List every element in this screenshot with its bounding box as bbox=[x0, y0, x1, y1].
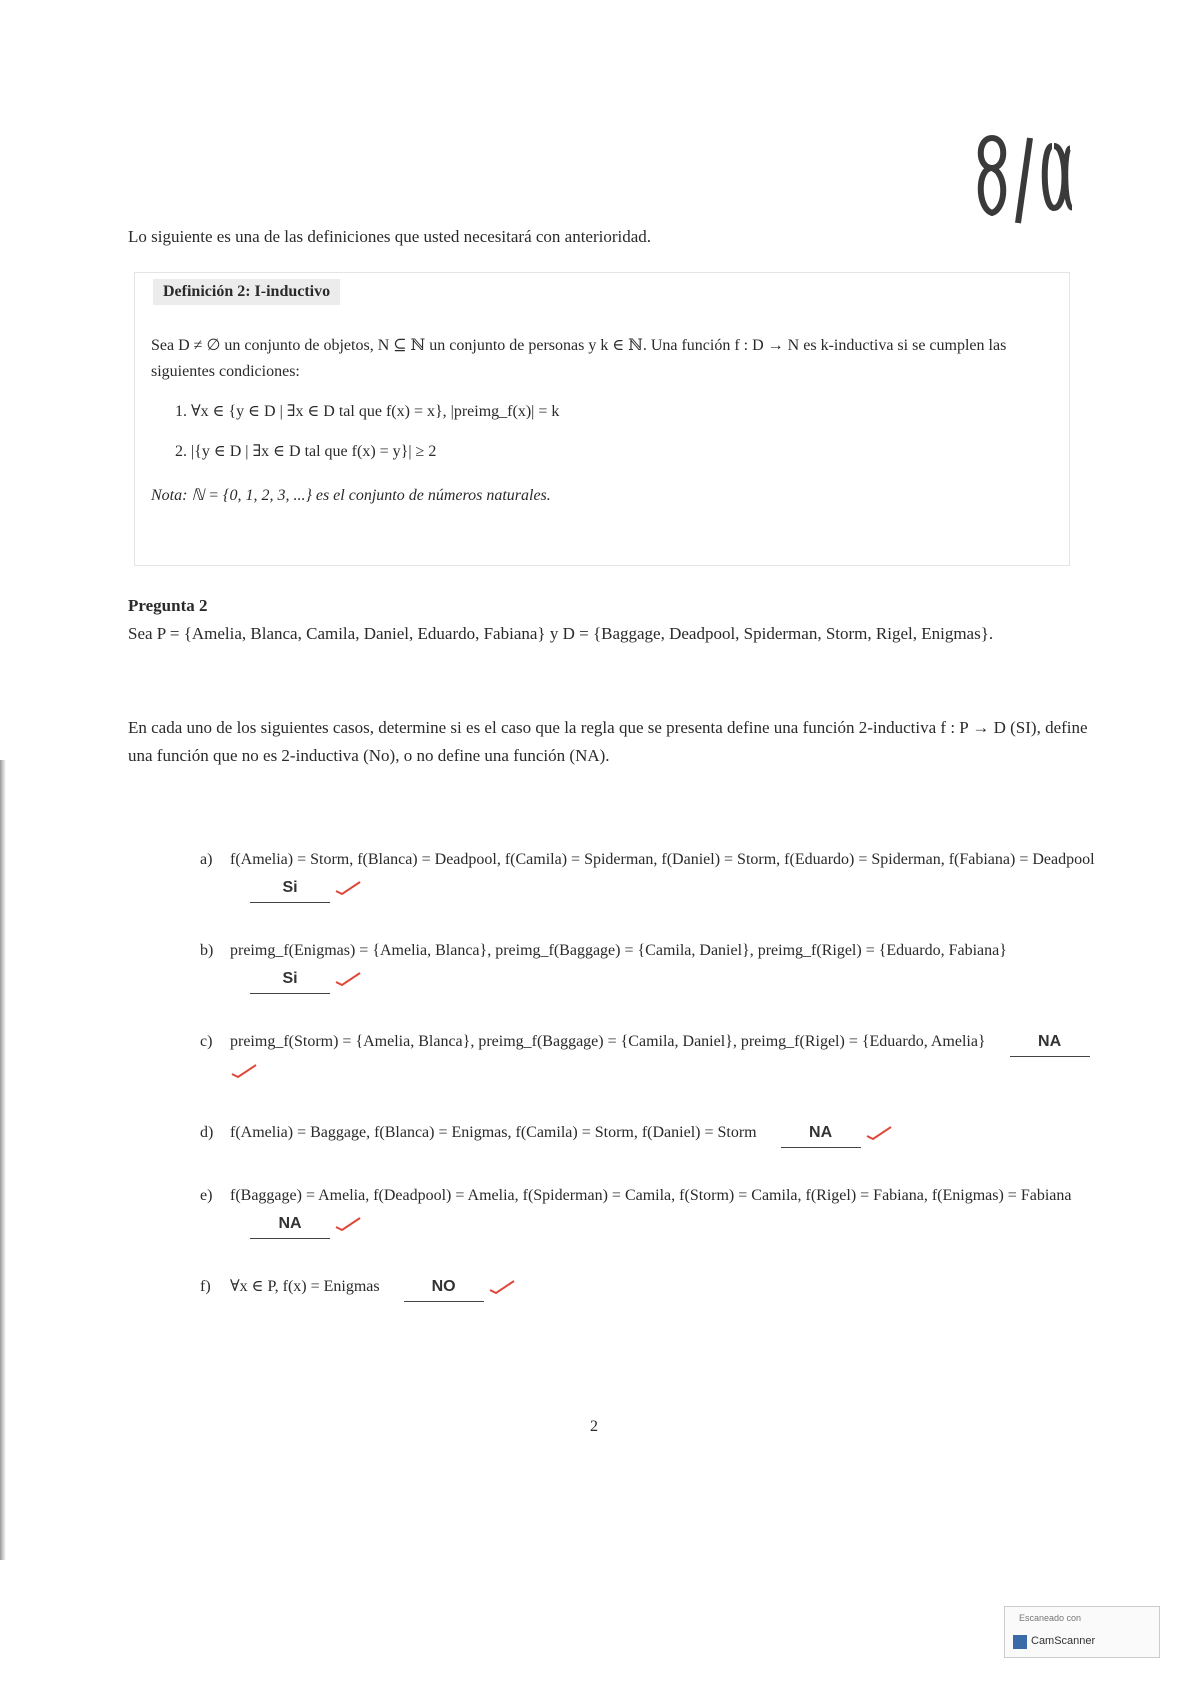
item-text: f(Baggage) = Amelia, f(Deadpool) = Amelia, f(Spiderman) = Camila, f(Storm) = Camila, f(Rigel) = Fabiana, f(Enigmas) = Fabiana NA bbox=[230, 1182, 1100, 1239]
item-text: f(Amelia) = Storm, f(Blanca) = Deadpool, f(Camila) = Spiderman, f(Daniel) = Storm, f(Eduardo) = Spiderman, f(Fabiana) = Deadpool Si bbox=[230, 846, 1100, 903]
scanner-watermark bbox=[1004, 1606, 1160, 1658]
check-mark-icon bbox=[334, 972, 362, 986]
item-label: e) bbox=[200, 1187, 213, 1204]
item-text: preimg_f(Storm) = {Amelia, Blanca}, preimg_f(Baggage) = {Camila, Daniel}, preimg_f(Rigel) = {Eduardo, Amelia} NA bbox=[230, 1028, 1100, 1085]
definition-note: Nota: ℕ = {0, 1, 2, 3, ...} es el conjunto de números naturales. bbox=[151, 487, 551, 504]
answer-blank: NA bbox=[1010, 1028, 1090, 1057]
page-number: 2 bbox=[590, 1418, 598, 1435]
item-label: a) bbox=[200, 851, 213, 868]
definition-box bbox=[134, 272, 1070, 566]
scan-shadow bbox=[0, 760, 6, 1560]
definition-condition-1: 1. ∀x ∈ {y ∈ D | ∃x ∈ D tal que f(x) = x}, |preimg_f(x)| = k bbox=[175, 403, 560, 420]
item-label: f) bbox=[200, 1278, 211, 1295]
check-mark-icon bbox=[334, 1217, 362, 1231]
definition-condition-2: 2. |{y ∈ D | ∃x ∈ D tal que f(x) = y}| ≥ 2 bbox=[175, 443, 437, 460]
answer-blank: Si bbox=[250, 965, 330, 994]
answer-blank: NA bbox=[781, 1119, 861, 1148]
answer-items bbox=[200, 846, 1100, 1336]
item-label: c) bbox=[200, 1033, 213, 1050]
check-mark-icon bbox=[488, 1280, 516, 1294]
answer-blank: NO bbox=[404, 1273, 484, 1302]
list-item bbox=[200, 1182, 1100, 1239]
item-text: f(Amelia) = Baggage, f(Blanca) = Enigmas, f(Camila) = Storm, f(Daniel) = Storm NA bbox=[230, 1119, 1100, 1148]
list-item bbox=[200, 1273, 1100, 1302]
intro-text: Lo siguiente es una de las definiciones que usted necesitará con anterioridad. bbox=[128, 227, 652, 246]
answer-blank: NA bbox=[250, 1210, 330, 1239]
definition-body bbox=[151, 333, 1051, 509]
handwritten-grade bbox=[972, 128, 1102, 248]
check-mark-icon bbox=[230, 1064, 258, 1078]
list-item bbox=[200, 937, 1100, 994]
answer-blank: Si bbox=[250, 874, 330, 903]
item-label: d) bbox=[200, 1124, 214, 1141]
camscanner-logo-icon bbox=[1013, 1635, 1027, 1649]
item-label: b) bbox=[200, 942, 214, 959]
list-item bbox=[200, 1119, 1100, 1148]
question-block bbox=[128, 592, 1118, 648]
check-mark-icon bbox=[865, 1126, 893, 1140]
item-text: preimg_f(Enigmas) = {Amelia, Blanca}, preimg_f(Baggage) = {Camila, Daniel}, preimg_f(Rigel) = {Eduardo, Fabiana} Si bbox=[230, 937, 1100, 994]
instructions-text: En cada uno de los siguientes casos, determine si es el caso que la regla que se presenta define una función 2-inductiva f : P → D (SI), define una función que no es 2-inductiva (No), o no define una función (NA). bbox=[128, 718, 1088, 765]
list-item bbox=[200, 846, 1100, 903]
definition-title: Definición 2: I-inductivo bbox=[153, 279, 340, 305]
definition-statement: Sea D ≠ ∅ un conjunto de objetos, N ⊆ ℕ un conjunto de personas y k ∈ ℕ. Una función f : D → N es k-inductiva si se cumplen las siguientes condiciones: bbox=[151, 337, 1007, 380]
item-text: ∀x ∈ P, f(x) = Enigmas NO bbox=[230, 1273, 1100, 1302]
question-title: Pregunta 2 bbox=[128, 596, 208, 615]
check-mark-icon bbox=[334, 881, 362, 895]
question-sets: Sea P = {Amelia, Blanca, Camila, Daniel, Eduardo, Fabiana} y D = {Baggage, Deadpool, Spiderman, Storm, Rigel, Enigmas}. bbox=[128, 624, 994, 643]
watermark-brand: CamScanner bbox=[1031, 1635, 1096, 1647]
watermark-caption: Escaneado con bbox=[1019, 1613, 1082, 1623]
list-item bbox=[200, 1028, 1100, 1085]
